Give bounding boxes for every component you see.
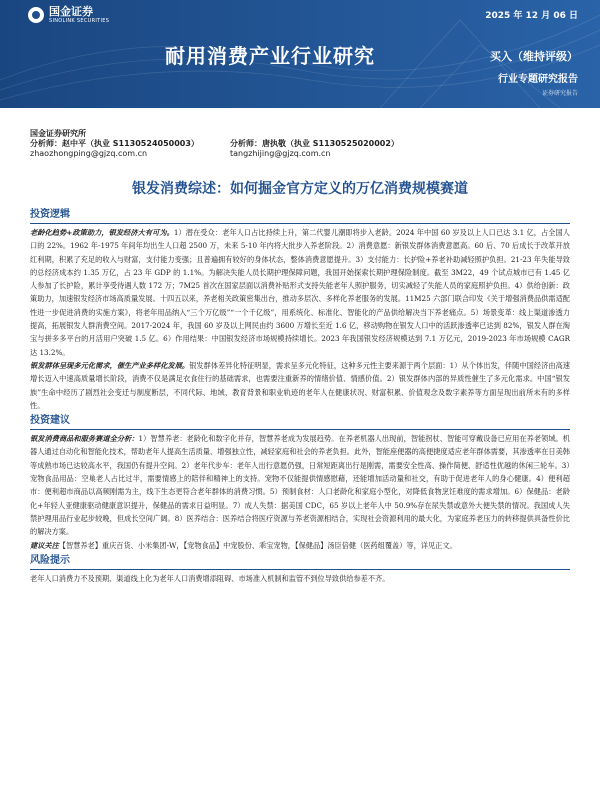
report-title: 耐用消费产业行业研究: [165, 44, 375, 68]
logo-text-en: SINOLINK SECURITIES: [49, 18, 110, 24]
logic-p2-lead: 银发群体呈现多元化需求，催生产业多样化发展。: [30, 360, 190, 370]
logic-p1-body: 1）潜在受众：老年人口占比持续上升，第二代婴儿潮即将步入老龄。2024 年中国 60 岁及以上人口已达 3.1 亿，占全国人口的 22%。1962 年-1975 年间年均出生人口超 2500 万，未来 5-10 年内将大批步入养老阶段。2）消费意愿：新银发群体消费意愿高。60 后、70 后成长于改革开放红利期，积累了充足的收入与财富，支付能力变强；且普遍拥有较好的身体状态，整体消费意愿提升。3）支付能力：长护险+养老补助减轻照护负担。21-23 年失能导致的总经济成本约 1.35 万亿，占 23 年 GDP 的 1.1%。为解决失能人员长期护理保障问题，我国开始探索长期护理保险制度。截至 3M22，49 个试点城市已有 1.45 亿人参加了长护险，累计享受待遇人数 172 万；7M25 首次在国家层面以消费补贴形式支持失能老年人照护服务，切实减轻了失能人员的家庭照护负担。4）供给创新：政策助力，加速银发经济市场高质量发展。十四五以来，养老相关政策密集出台，推动多层次、多样化养老服务的发展。11M25 六部门联合印发《关于增强消费品供需适配性进一步促进消费的实施方案》，将老年用品纳入“三个万亿级”“一个千亿级”，用系统化、标准化、智能化的产品供给解决当下养老痛点。5）场景变革：线上渠道渗透力提高，拓展银发人群消费空间。2017-2024 年，我国 60 岁及以上网民由约 3600 万增长至近 1.6 亿，移动购物在银发人口中的活跃渗透率已达到 82%，银发人群在淘宝与拼多多平台的月活用户突破 1.5 亿。6）作用结果：中国银发经济市场规模持续增长。2023 年我国银发经济规模达到 7.1 万亿元，2019-2023 年市场规模 CAGR 达 13.2%。: [30, 228, 570, 357]
analyst-1-label: 分析师：赵中平（执业 S1130524050003）: [30, 139, 199, 148]
report-body: [30, 208, 570, 585]
logo-text-cn: 国金证券: [49, 5, 93, 18]
advice-paragraph-1: [30, 432, 570, 538]
institute-name: 国金证券研究所: [30, 129, 86, 138]
advice-paragraph-2: [30, 539, 570, 552]
logic-p1-lead: 老龄化趋势+政策助力，银发经济大有可为。: [30, 228, 174, 237]
risk-paragraph-1: 老年人口消费力不及预期、渠道线上化为老年人口消费增添阻碍、市场准入机制和监管不到位导致供给参差不齐。: [30, 573, 390, 583]
analyst-email-row: [30, 149, 570, 159]
advice-p1-body: 1）智慧养老：老龄化和数字化并存，智慧养老成为发展趋势。在养老机器人出现前，智能拐杖、智能可穿戴设备已应用在养老领域。机器人通过自动化和智能化技术，帮助老年人提高生活质量、增强独立性，减轻家庭和社会的养老负担。此外，智能座便器的高便捷度适应老年群体需要，其渗透率在日美韩等成熟市场已达较高水平，我国仍有提升空间。2）老年代步车：老年人出行意愿仍强，日常短距离出行是刚需，需要安全性高、操作简便、舒适性优越的休闲三轮车。3）宠物食品用品：空巢老人占比过半，需要情感上的陪伴和精神上的支持。宠物不仅能提供情感慰藉，还能增加活动量和社交，有助于促进老年人的身心健康。4）便利超市：便利超市商品以高频刚需为主，线下生态更符合老年群体的消费习惯。5）预制食材：人口老龄化和家庭小型化，对降低食物烹饪难度的需求增加。6）保健品：老龄化+年轻人亚健康驱动健康意识提升，保健品的需求日益明显。7）成人失禁：据美国 CDC，65 岁以上老年人中 50.9%存在尿失禁或意外大便失禁的情况。我国成人失禁护理用品行业起步较晚，但成长空间广阔。8）医养结合：医养结合将医疗资源与养老资源相结合，实现社会资源利用的最大化，为家庭养老压力的转移提供具备性价比的解决方案。: [30, 434, 570, 537]
logic-paragraph-1: [30, 226, 570, 359]
report-type: 行业专题研究报告: [498, 74, 578, 85]
logo-icon: [28, 7, 44, 23]
report-subtype: 证券研究报告: [541, 90, 578, 97]
logic-paragraph-2: [30, 359, 570, 412]
advice-p1-lead: 银发消费商品和服务赛道全分析：: [30, 434, 139, 444]
advice-p2-body: 【智慧养老】重庆百货、小米集团-W，【宠物食品】中宠股份、乖宝宠物，【保健品】汤臣倍健（医药组覆盖）等，详见正文。: [58, 540, 457, 550]
report-header: [0, 0, 600, 108]
section-heading-risk: 风险提示: [30, 554, 570, 570]
section-heading-logic: 投资逻辑: [30, 208, 570, 224]
advice-p2-lead: 建议关注: [30, 540, 59, 550]
company-logo: [28, 6, 109, 24]
analyst-1-email: zhaozhongping@gjzq.com.cn: [30, 149, 148, 158]
analyst-2-email: tangzhijing@gjzq.com.cn: [230, 149, 331, 158]
analyst-row: [30, 139, 570, 149]
report-date: 2025 年 12 月 06 日: [485, 11, 578, 21]
analyst-2-label: 分析师：唐执敬（执业 S1130525020002）: [230, 139, 399, 148]
section-heading-advice: 投资建议: [30, 414, 570, 430]
rating-badge: 买入（维持评级）: [490, 50, 578, 63]
logic-p2-body: 银发群体差异化特征明显，需求呈多元化特征，这种多元性主要来源于两个层面：1）从个体出发，伴随中国经济由高速增长迈入中速高质量增长阶段，消费不仅是满足衣食住行的基础需求，也需要注重新养的情绪价值、情感价值。2）银发群体内部的异质性催生了多元化需求。中国“银发族”生命中经历了剧烈社会变迁与制度断层，不同代际、地域、教育背景和职业轨迹的老年人在健康状况、财富积累、价值观念及数字素养等方面呈现出前所未有的多样性。: [30, 360, 570, 410]
main-title: 银发消费综述：如何掘金官方定义的万亿消费规模赛道: [132, 181, 468, 197]
analyst-block: [30, 129, 570, 159]
